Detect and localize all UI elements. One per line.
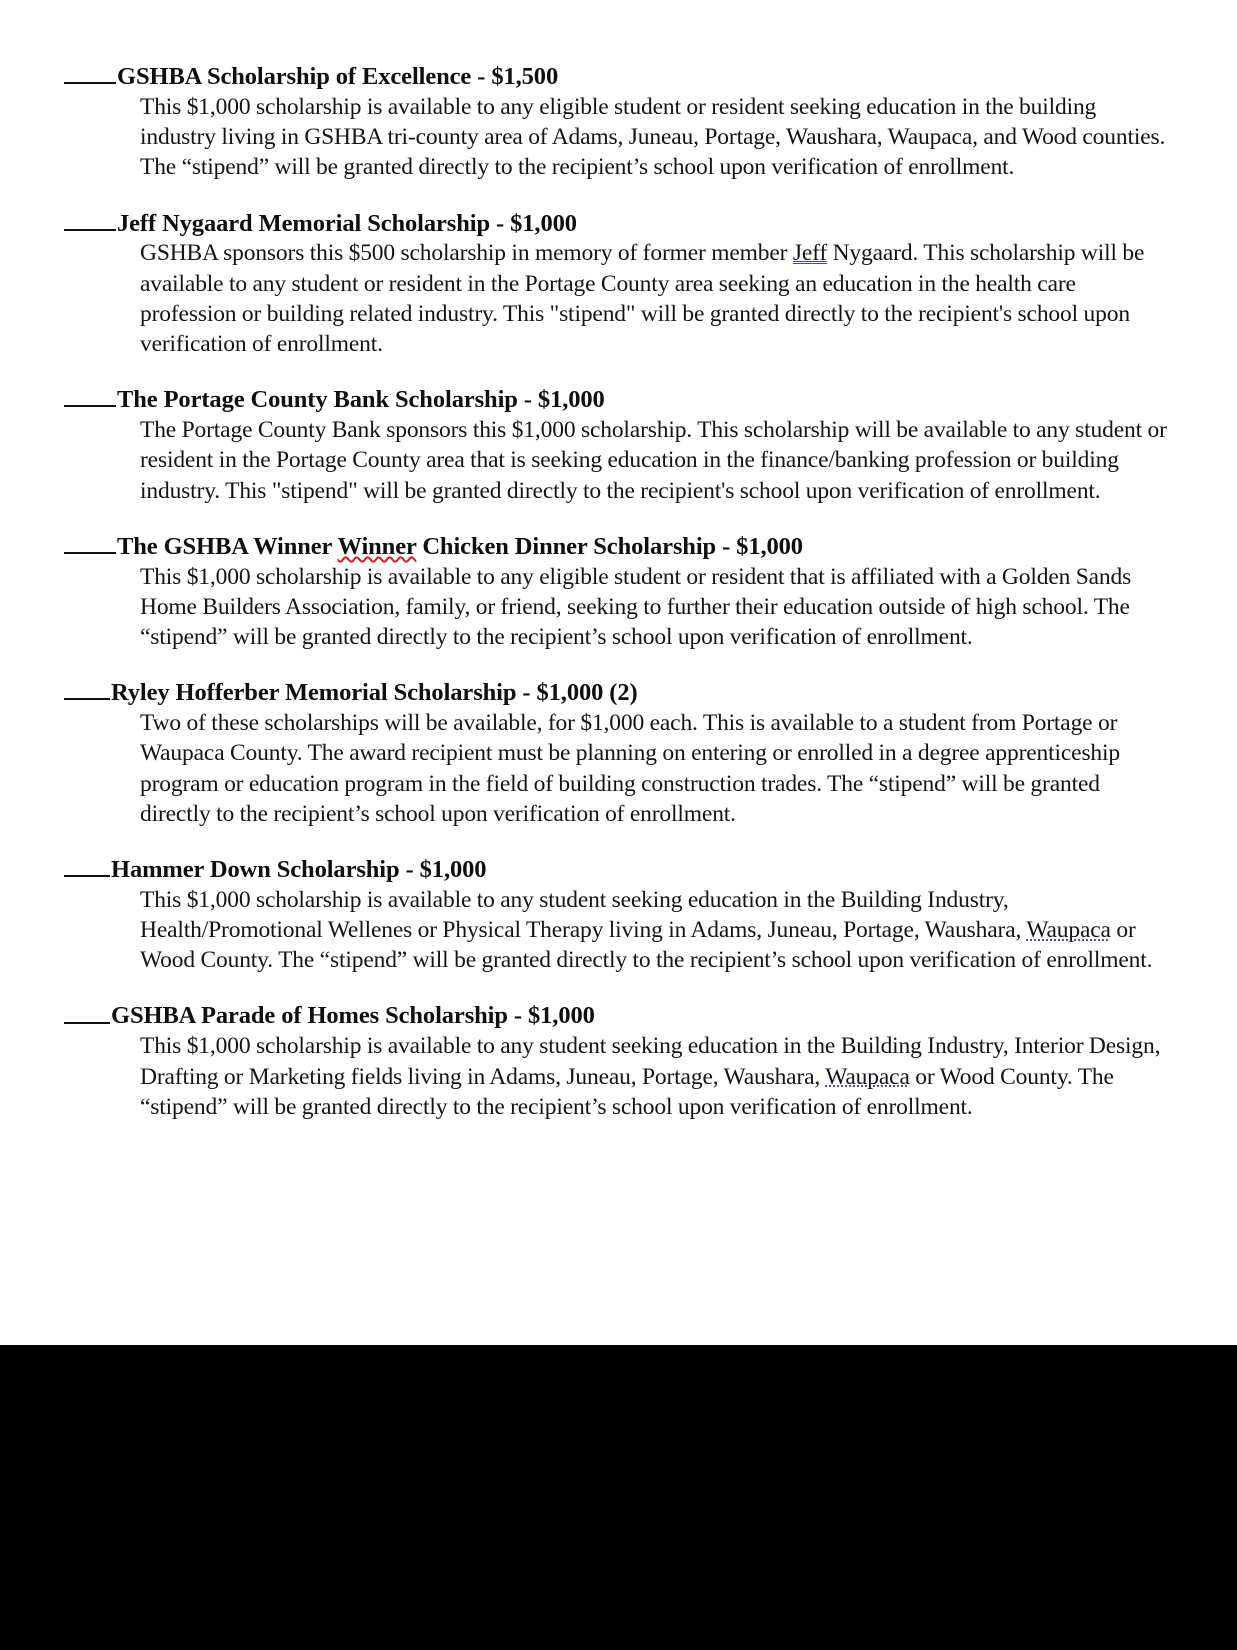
scholarship-entry [64,62,1167,183]
scholarship-entry [64,1001,1167,1122]
description-text: This $1,000 scholarship is available to any student seeking education in the Building Industry, Interior Design, Drafting or Marketing fields living in Adams, Juneau, Portage, Waushara, [140,1033,1161,1090]
scholarship-entry [64,678,1167,829]
scholarship-heading [64,678,1167,708]
scholarship-heading [64,532,1167,562]
scholarship-heading [64,855,1167,885]
page-bottom-letterbox [0,1345,1237,1650]
scholarship-heading-text: The GSHBA Winner [117,532,338,560]
scholarship-description [140,885,1167,976]
description-text-tail: or Wood County. The “stipend” will be granted directly to the recipient’s school upon verification of enrollment. [140,917,1153,974]
scholarship-heading-text: The Portage County Bank Scholarship - $1,000 [117,386,605,414]
scholarship-heading [64,1001,1167,1031]
scholarship-entry [64,209,1167,360]
grammar-error-word[interactable]: Waupaca [1026,917,1111,944]
description-text: This $1,000 scholarship is available to any eligible student or resident seeking education in the building industry living in GSHBA tri-county area of Adams, Juneau, Portage, Waushara, Waupaca, and Wood counties. The “stipend” will be granted directly to the recipient’s school upon verification of enrollment. [140,93,1166,181]
scholarship-heading [64,62,1167,92]
selection-blank-line[interactable] [64,532,116,554]
scholarship-description [140,415,1167,506]
scholarship-description [140,92,1167,183]
scholarship-heading-text-tail: Chicken Dinner Scholarship - $1,000 [416,532,803,560]
scholarship-heading-text: Ryley Hofferber Memorial Scholarship - $1,000 (2) [111,679,638,707]
scholarship-list [64,62,1167,1122]
description-text-tail: Nygaard. This scholarship will be available to any student or resident in the Portage County area seeking an education in the health care profession or building related industry. This "stipend" will be granted directly to the recipient's school upon verification of enrollment. [140,240,1145,358]
description-text: This $1,000 scholarship is available to any eligible student or resident that is affiliated with a Golden Sands Home Builders Association, family, or friend, seeking to further their education outside of high school. The “stipend” will be granted directly to the recipient’s school upon verification of enrollment. [140,563,1132,651]
selection-blank-line[interactable] [64,385,116,407]
scholarship-heading-text: GSHBA Parade of Homes Scholarship - $1,000 [111,1002,595,1030]
selection-blank-line[interactable] [64,678,110,700]
scholarship-description [140,708,1167,829]
scholarship-entry [64,532,1167,653]
scholarship-description [140,562,1167,653]
scholarship-description [140,1031,1167,1122]
scholarship-entry [64,855,1167,976]
scholarship-heading [64,385,1167,415]
scholarship-description [140,238,1167,359]
scholarship-heading-text: Hammer Down Scholarship - $1,000 [111,856,487,884]
description-text: This $1,000 scholarship is available to any student seeking education in the Building Industry, Health/Promotional Wellenes or Physical Therapy living in Adams, Juneau, Portage, Waushara, [140,886,1027,944]
scholarship-heading-text: Jeff Nygaard Memorial Scholarship - $1,000 [117,209,577,237]
grammar-error-word[interactable]: Waupaca [825,1063,910,1090]
selection-blank-line[interactable] [64,62,116,84]
grammar-error-word[interactable]: Jeff [792,240,828,267]
scholarship-entry [64,385,1167,506]
spelling-error-word[interactable]: Winner [337,532,417,560]
description-text: The Portage County Bank sponsors this $1,000 scholarship. This scholarship will be available to any student or resident in the Portage County area that is seeking education in the finance/banking profession or building industry. This "stipend" will be granted directly to the recipient's school upon verification of enrollment. [140,417,1167,504]
description-text: GSHBA sponsors this $500 scholarship in memory of former member [140,240,793,267]
scholarship-heading [64,209,1167,239]
selection-blank-line[interactable] [64,209,116,231]
selection-blank-line[interactable] [64,1001,110,1023]
selection-blank-line[interactable] [64,855,110,877]
description-text: Two of these scholarships will be available, for $1,000 each. This is available to a student from Portage or Waupaca County. The award recipient must be planning on entering or enrolled in a degree apprenticeship program or education program in the field of building construction trades. The “stipend” will be granted directly to the recipient’s school upon verification of enrollment. [140,710,1121,827]
description-text-tail: or Wood County. The “stipend” will be granted directly to the recipient’s school upon verification of enrollment. [140,1063,1114,1120]
scholarship-heading-text: GSHBA Scholarship of Excellence - $1,500 [117,63,559,91]
